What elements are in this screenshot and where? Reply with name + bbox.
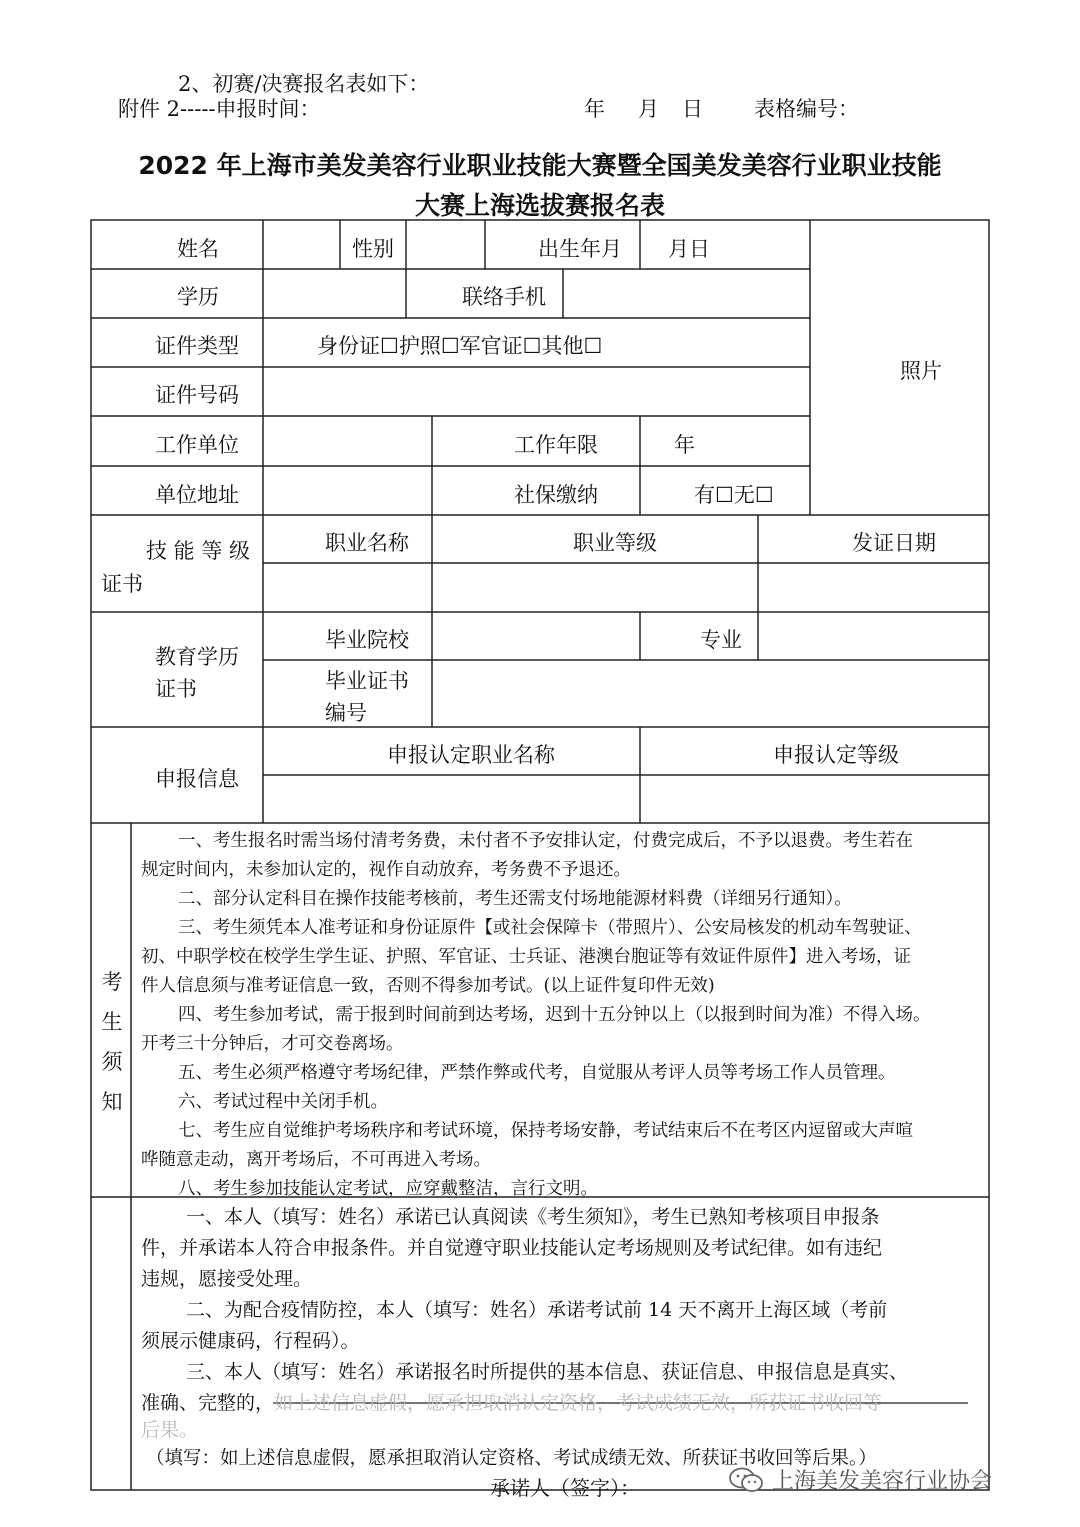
title-line-1: 2022 年上海市美发美容行业职业技能大赛暨全国美发美容行业职业技能 xyxy=(138,151,942,180)
form-number-label: 表格编号： xyxy=(754,97,859,121)
school-label: 毕业院校 xyxy=(325,628,409,652)
day-label: 日 xyxy=(682,97,703,121)
watermark xyxy=(728,1464,992,1495)
pledge-line: 件，并承诺本人符合申报条件。并自觉遵守职业技能认定考场规则及考试纪律。如有违纪 xyxy=(141,1237,883,1259)
grad-cert-label: 毕业证书 xyxy=(325,669,409,693)
social-insurance-options[interactable]: 有☐无☐ xyxy=(694,483,774,507)
notice-line: 哗随意走动，离开考场后，不可再进入考场。 xyxy=(141,1150,491,1170)
notice-line: 规定时间内，未参加认定的，视作自动放弃，考务费不予退还。 xyxy=(141,860,631,880)
notice-line: 七、考生应自觉维护考场秩序和考试环境，保持考场安静，考试结束后不在考区内逗留或大声喧 xyxy=(178,1121,913,1141)
notice-line: 八、考生参加技能认定考试，应穿戴整洁，言行文明。 xyxy=(178,1179,598,1199)
edu-cert-label-2: 证书 xyxy=(155,677,197,701)
notice-line: 六、考试过程中关闭手机。 xyxy=(178,1092,388,1112)
attachment-label: 附件 2-----申报时间： xyxy=(118,97,321,121)
pledge-line: 二、为配合疫情防控，本人（填写：姓名）承诺考试前 14 天不离开上海区域（考前 xyxy=(186,1299,888,1321)
notice-line: 开考三十分钟后，才可交卷离场。 xyxy=(141,1034,404,1054)
pledge-line: 违规，愿接受处理。 xyxy=(141,1268,313,1290)
apply-level-header: 申报认定等级 xyxy=(773,743,899,767)
notice-line: 件人信息须与准考证信息一致，否则不得参加考试。(以上证件复印件无效) xyxy=(141,976,715,996)
gender-label: 性别 xyxy=(352,237,394,261)
address-label: 单位地址 xyxy=(155,483,239,507)
skill-cert-label: 技 能 等 级 xyxy=(146,539,251,563)
issue-date-header: 发证日期 xyxy=(852,531,936,555)
notice-line: 二、部分认定科目在操作技能考核前，考生还需支付场地能源材料费（详细另行通知）。 xyxy=(178,889,852,909)
intro-line: 2、初赛/决赛报名表如下： xyxy=(178,72,430,96)
notice-line: 一、考生报名时需当场付清考务费，未付者不予安排认定，付费完成后，不予以退费。考生若在 xyxy=(178,831,913,851)
social-insurance-label: 社保缴纳 xyxy=(514,483,598,507)
birth-label: 出生年月 xyxy=(538,237,622,261)
notice-line: 三、考生须凭本人准考证和身份证原件【或社会保障卡（带照片）、公安局核发的机动车驾驶证、 xyxy=(178,918,922,938)
month-day-label: 月日 xyxy=(668,237,710,261)
notice-line: 五、考生必须严格遵守考场纪律，严禁作弊或代考，自觉服从考评人员等考场工作人员管理。 xyxy=(178,1063,896,1083)
notice-line: 四、考生参加考试，需于报到时间前到达考场，迟到十五分钟以上（以报到时间为准）不得入场。 xyxy=(178,1005,931,1025)
employer-label: 工作单位 xyxy=(155,433,239,457)
mobile-label: 联络手机 xyxy=(462,285,546,309)
year-label: 年 xyxy=(584,97,605,121)
pledge-line: 三、本人（填写：姓名）承诺报名时所提供的基本信息、获证信息、申报信息是真实、 xyxy=(186,1361,909,1383)
apply-info-label: 申报信息 xyxy=(155,767,239,791)
id-number-label: 证件号码 xyxy=(155,383,239,407)
watermark-text: 上海美发美容行业协会 xyxy=(772,1469,993,1494)
photo-label: 照片 xyxy=(900,359,942,383)
pledge-faded-text: 如上述信息虚假，愿承担取消认定资格，考试成绩无效，所获证书收回等 xyxy=(274,1392,883,1414)
name-label: 姓名 xyxy=(177,237,219,261)
title-line-2: 大赛上海选拔赛报名表 xyxy=(414,191,665,220)
major-label: 专业 xyxy=(700,628,742,652)
pledge-line: 一、本人（填写：姓名）承诺已认真阅读《考生须知》，考生已熟知考核项目申报条 xyxy=(186,1206,880,1228)
signature-label[interactable]: 承诺人（签字）： xyxy=(490,1476,640,1500)
occupation-level-header: 职业等级 xyxy=(573,531,657,555)
grad-cert-label-2: 编号 xyxy=(325,701,367,725)
years-unit: 年 xyxy=(674,433,695,457)
wechat-icon xyxy=(728,1466,764,1494)
notice-label: 考 生 须 知 xyxy=(101,970,123,1114)
month-label: 月 xyxy=(638,97,659,121)
pledge-line-7 xyxy=(141,1388,882,1415)
occupation-name-header: 职业名称 xyxy=(325,531,409,555)
education-label: 学历 xyxy=(177,285,219,309)
edu-cert-label: 教育学历 xyxy=(155,645,239,669)
skill-cert-label-2: 证书 xyxy=(101,572,143,596)
pledge-line-7-text: 准确、完整的， xyxy=(141,1392,275,1414)
notice-line: 初、中职学校在校学生学生证、护照、军官证、士兵证、港澳台胞证等有效证件原件】进入考场，证 xyxy=(141,947,911,967)
id-type-options[interactable]: 身份证☐护照☐军官证☐其他☐ xyxy=(317,334,603,358)
pledge-faded-end: 后果。 xyxy=(141,1419,199,1441)
id-type-label: 证件类型 xyxy=(155,334,239,358)
pledge-fill-note: （填写：如上述信息虚假，愿承担取消认定资格、考试成绩无效、所获证书收回等后果。） xyxy=(146,1448,877,1469)
apply-occupation-header: 申报认定职业名称 xyxy=(387,743,555,767)
work-years-label: 工作年限 xyxy=(514,433,598,457)
pledge-line: 须展示健康码，行程码）。 xyxy=(141,1330,360,1352)
